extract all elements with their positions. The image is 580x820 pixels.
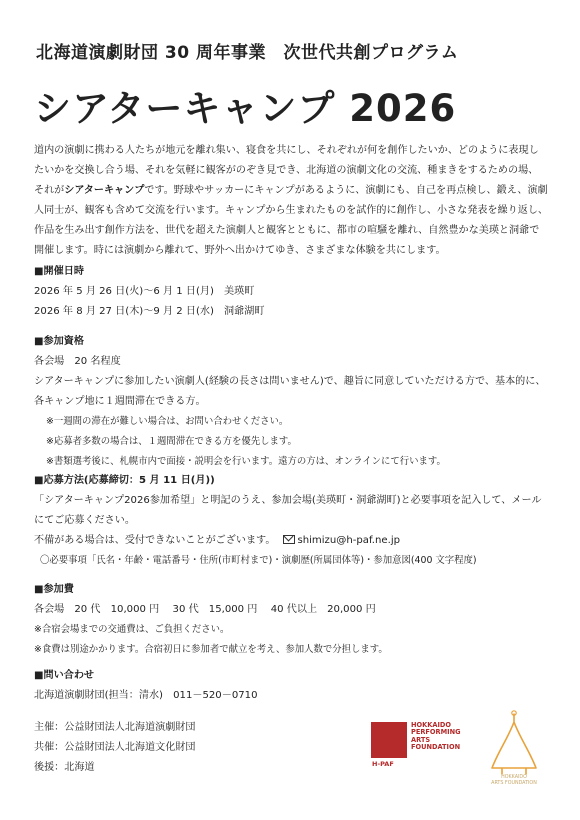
contact-email-link[interactable]: shimizu@h-paf.ne.jp	[297, 535, 401, 546]
haf-logo-line: HOKKAIDO	[501, 775, 527, 780]
intro-text-continued: です。野球やサッカーにキャンプがあるように、演劇にも、自己を再点検し、鍛え、演劇人同士が、観客も含めて交流を行います。キャンプから生まれたものを試作的に創作し、小さな発表を繰り返し、作品を生み出す創作方法を、世代を超えた演劇人と観客とともに、都市の喧騒を離れ、自然豊かな美瑛と洞爺で開催します。時には演劇から離れて、野外へ出かけてゆき、さまざまな体験を共にします。	[34, 185, 548, 256]
application-section	[34, 471, 554, 571]
cohost-line: 共催：公益財団法人北海道文化財団	[34, 742, 196, 753]
eligibility-note: ※応募者多数の場合は、１週間滞在できる方を優先します。	[46, 436, 297, 447]
dates-section	[34, 262, 554, 322]
fee-heading: ■参加費	[34, 584, 74, 595]
fee-section	[34, 580, 554, 660]
eligibility-heading: ■参加資格	[34, 336, 84, 347]
hpaf-logo-line: ARTS	[411, 735, 431, 744]
mail-icon	[283, 535, 295, 544]
hpaf-short-name: H-PAF	[372, 760, 394, 768]
organizers-section	[34, 718, 554, 778]
application-warning: 不備がある場合は、受付できないことがございます。	[34, 535, 276, 546]
eligibility-note: ※書類選考後に、札幌市内で面接・説明会を行います。遠方の方は、オンラインにて行います。	[46, 456, 446, 467]
hpaf-logo-mark	[371, 722, 407, 758]
eligibility-section	[34, 332, 554, 472]
date-line: 2026 年 8 月 27 日(木)～9 月 2 日(水) 洞爺湖町	[34, 306, 265, 317]
hpaf-logo-line: HOKKAIDO	[411, 721, 451, 729]
contact-line: 北海道演劇財団(担当：清水) 011－520－0710	[34, 690, 258, 701]
host-line: 主催：公益財団法人北海道演劇財団	[34, 722, 196, 733]
hpaf-logo-line: PERFORMING	[411, 728, 461, 737]
page-title: シアターキャンプ 2026	[34, 87, 457, 130]
haf-logo-text	[479, 775, 549, 787]
hpaf-logo-text	[411, 722, 461, 752]
eligibility-capacity: 各会場 20 名程度	[34, 356, 121, 367]
application-required: 〇必要事項「氏名・年齢・電話番号・住所(市町村まで)・演劇歴(所属団体等)・参加意図(400 文字程度)	[40, 555, 477, 566]
fee-note: ※合宿会場までの交通費は、ご負担ください。	[34, 624, 230, 635]
fee-note: ※食費は別途かかります。合宿初日に参加者で献立を考え、参加人数で分担します。	[34, 644, 388, 655]
contact-section	[34, 666, 554, 706]
intro-text: 道内の演劇に携わる人たちが地元を離れ集い、寝食を共にし、それぞれが何を創作したいか、どのように表現したいかを交換し合う場、それを気軽に観客がのぞき見でき、北海道の演劇文化の交流、種まきをするための場、それが	[34, 145, 539, 196]
application-heading: ■応募方法(応募締切：5 月 11 日(月))	[34, 475, 215, 486]
application-warning-line	[34, 531, 554, 551]
date-line: 2026 年 5 月 26 日(火)～6 月 1 日(月) 美瑛町	[34, 286, 255, 297]
fee-line: 各会場 20 代 10,000 円 30 代 15,000 円 40 代以上 20,000 円	[34, 604, 376, 615]
hpaf-logo-line: FOUNDATION	[411, 743, 461, 752]
support-line: 後援：北海道	[34, 762, 95, 773]
contact-heading: ■問い合わせ	[34, 670, 95, 681]
intro-paragraph	[34, 141, 548, 261]
eligibility-body: シアターキャンプに参加したい演劇人(経験の長さは問いません)で、趣旨に同意していただける方で、基本的に、各キャンプ地に１週間滞在できる方。	[34, 376, 546, 407]
eligibility-note: ※一週間の滞在が難しい場合は、お問い合わせください。	[46, 416, 289, 427]
haf-logo-line: ARTS FOUNDATION	[491, 781, 537, 786]
subtitle: 北海道演劇財団 30 周年事業 次世代共創プログラム	[36, 43, 459, 63]
intro-highlight: シアターキャンプ	[64, 185, 145, 196]
dates-heading: ■開催日時	[34, 266, 84, 277]
application-body: 「シアターキャンプ2026参加希望」と明記のうえ、参加会場(美瑛町・洞爺湖町)と必要事項を記入して、メールにてご応募ください。	[34, 495, 542, 526]
